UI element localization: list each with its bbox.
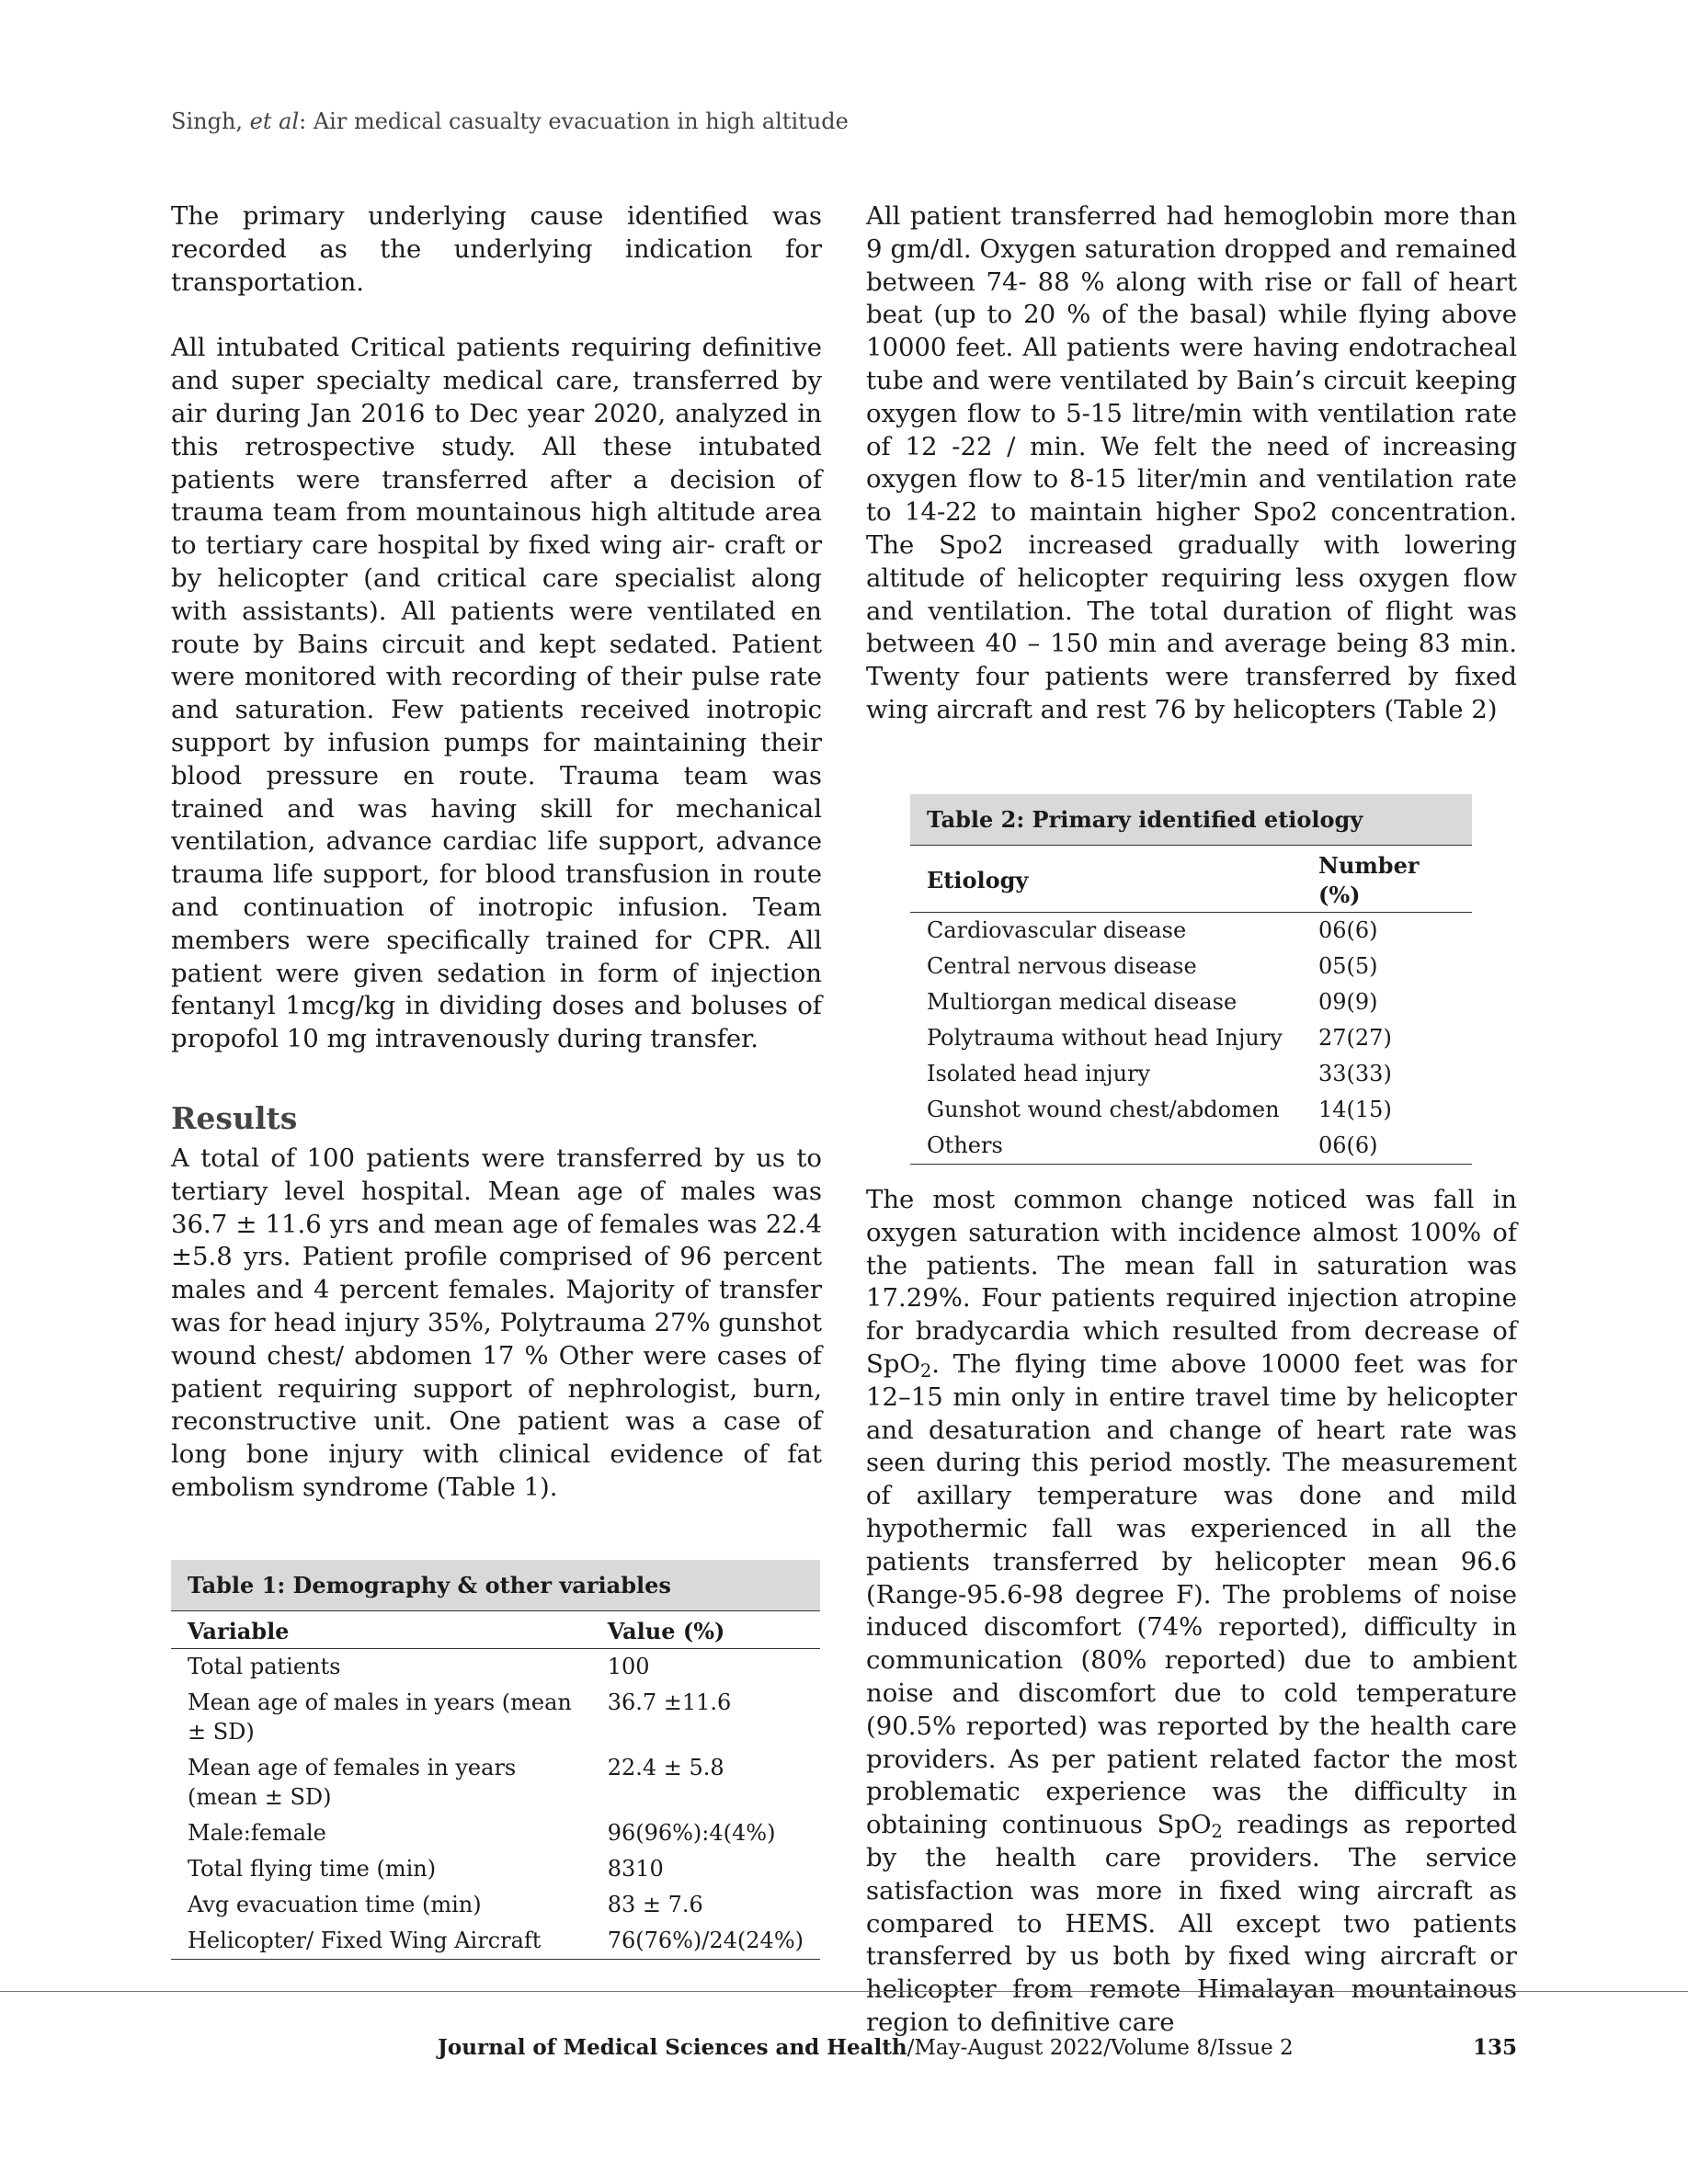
table-1 xyxy=(171,1560,820,1960)
table-row xyxy=(171,1649,820,1686)
table2-header-0: Etiology xyxy=(910,846,1302,913)
table-2-grid xyxy=(910,846,1472,1165)
running-head-author: Singh, xyxy=(171,108,250,134)
intro-paragraph: The primary underlying cause identified was recorded as the underlying indication for transportation. xyxy=(171,201,822,297)
table-row xyxy=(910,1020,1472,1056)
table-cell: 05(5) xyxy=(1318,953,1378,979)
table-cell: 100 xyxy=(607,1654,650,1679)
methods-paragraph: All intubated Critical patients requiring definitive and super specialty medical care, transferred by air during Jan 2016 to Dec year 2020, analyzed in this retrospective study. All these intubated patients were transferred after a decision of trauma team from mountainous high altitude area to tertiary care hospital by fixed wing air- craft or by helicopter (and critical care specialist along with assistants). All patients were ventilated en route by Bains circuit and kept sedated. Patient were monitored with recording of their pulse rate and saturation. Few patients received inotropic support by infusion pumps for maintaining their blood pressure en route. Trauma team was trained and was having skill for mechanical ventilation, advance cardiac life support, advance trauma life support, for blood transfusion in route and continuation of inotropic infusion. Team members were specifically trained for CPR. All patient were given sedation in form of injection fentanyl 1mcg/kg in dividing doses and boluses of propofol 10 mg intravenously during transfer. xyxy=(171,333,822,1054)
table-row xyxy=(171,1887,820,1923)
table1-header-0: Variable xyxy=(171,1611,591,1649)
table-cell: 27(27) xyxy=(1318,1025,1392,1051)
table-row xyxy=(171,1750,820,1815)
table-row xyxy=(171,1851,820,1887)
findings-paragraph: All patient transferred had hemoglobin more than 9 gm/dl. Oxygen saturation dropped and remained between 74- 88 % along with rise or fall of heart beat (up to 20 % of the basal) while flying above 10000 feet. All patients were having endotracheal tube and were ventilated by Bain’s circuit keeping oxygen flow to 5-15 litre/min with ventilation rate of 12 -22 / min. We felt the need of increasing oxygen flow to 8-15 liter/min and ventilation rate to 14-22 to maintain higher Spo2 concentration. The Spo2 increased gradually with lowering altitude of helicopter requiring less oxygen flow and ventilation. The total duration of flight was between 40 – 150 min and average being 83 min. Twenty four patients were transferred by fixed wing aircraft and rest 76 by helicopters (Table 2) xyxy=(866,201,1517,724)
running-head-etal: et al xyxy=(249,108,300,134)
table-cell: 09(9) xyxy=(1318,989,1378,1015)
page-number: 135 xyxy=(1472,2035,1517,2060)
running-head xyxy=(171,108,849,134)
table-1-caption: Table 1: Demography & other variables xyxy=(171,1560,820,1611)
footer-journal: Journal of Medical Sciences and Health/May-August 2022/Volume 8/Issue 2 xyxy=(438,2035,1294,2060)
table-row xyxy=(171,1685,820,1750)
table-row xyxy=(910,1128,1472,1165)
table-cell: Avg evacuation time (min) xyxy=(188,1892,482,1917)
table-cell: 83 ± 7.6 xyxy=(607,1892,703,1917)
table-cell: 76(76%)/24(24%) xyxy=(591,1923,820,1960)
observations-paragraph: The most common change noticed was fall in oxygen saturation with incidence almost 100% of the patients. The mean fall in saturation was 17.29%. Four patients required injection atropine for bradycardia which resulted from decrease of SpO$_2$. The flying time above 10000 feet was for 12–15 min only in entire travel time by helicopter and desaturation and change of heart rate was seen during this period mostly. The measurement of axillary temperature was done and mild hypothermic fall was experienced in all the patients transferred by helicopter mean 96.6 (Range-95.6-98 degree F). The problems of noise induced discomfort (74% reported), difficulty in communication (80% reported) due to ambient noise and discomfort due to cold temperature (90.5% reported) was reported by the health care providers. As per patient related factor the most problematic experience was the difficulty in obtaining continuous SpO$_2$ readings as reported by the health care providers. The service satisfaction was more in fixed wing aircraft as compared to HEMS. All except two patients transferred by us both by fixed wing aircraft or helicopter from remote Himalayan mountainous region to definitive care xyxy=(866,1185,1518,2037)
table-row xyxy=(171,1815,820,1851)
footer-rule xyxy=(0,1991,1688,1992)
table-cell: Multiorgan medical disease xyxy=(927,989,1237,1015)
table-cell: Male:female xyxy=(188,1820,326,1846)
table-cell: 06(6) xyxy=(1318,917,1378,943)
table-cell: 36.7 ±11.6 xyxy=(607,1689,732,1715)
right-column-continued xyxy=(866,1184,1517,2040)
table-cell: Polytrauma without head Injury xyxy=(927,1025,1283,1051)
running-head-title: : Air medical casualty evacuation in high altitude xyxy=(299,108,849,134)
table-row xyxy=(910,1056,1472,1092)
table-cell: 06(6) xyxy=(1302,1128,1472,1165)
table-2 xyxy=(910,794,1472,1165)
table-row xyxy=(910,949,1472,984)
table-cell: 22.4 ± 5.8 xyxy=(607,1755,724,1780)
table-cell: Isolated head injury xyxy=(927,1061,1151,1086)
table-cell: Helicopter/ Fixed Wing Aircraft xyxy=(171,1923,591,1960)
table-cell: Mean age of females in years (mean ± SD) xyxy=(188,1755,517,1810)
table-cell: Gunshot wound chest/abdomen xyxy=(927,1097,1280,1122)
table-row xyxy=(910,1092,1472,1128)
table-cell: Total patients xyxy=(188,1654,341,1679)
table-cell: 14(15) xyxy=(1318,1097,1392,1122)
results-heading: Results xyxy=(171,1099,298,1136)
table-1-grid xyxy=(171,1611,820,1960)
table-row xyxy=(910,913,1472,950)
table-cell: Others xyxy=(910,1128,1302,1165)
table-cell: Mean age of males in years (mean ± SD) xyxy=(188,1689,572,1745)
table-row xyxy=(171,1923,820,1960)
results-paragraph: A total of 100 patients were transferred by us to tertiary level hospital. Mean age of males was 36.7 ± 11.6 yrs and mean age of females was 22.4 ±5.8 yrs. Patient profile comprised of 96 percent males and 4 percent females. Majority of transfer was for head injury 35%, Polytrauma 27% gunshot wound chest/ abdomen 17 % Other were cases of patient requiring support of nephrologist, burn, reconstructive unit. One patient was a case of long bone injury with clinical evidence of fat embolism syndrome (Table 1). xyxy=(171,1143,822,1502)
left-column xyxy=(171,200,822,1505)
table-cell: Total flying time (min) xyxy=(188,1856,437,1882)
right-column xyxy=(866,200,1517,727)
table1-header-1: Value (%) xyxy=(591,1611,820,1649)
table-cell: 96(96%):4(4%) xyxy=(607,1820,776,1846)
table-row xyxy=(910,984,1472,1020)
table-cell: 33(33) xyxy=(1318,1061,1392,1086)
table2-header-1: Number (%) xyxy=(1302,846,1472,913)
table-2-caption: Table 2: Primary identified etiology xyxy=(910,794,1472,846)
table-cell: Cardiovascular disease xyxy=(927,917,1187,943)
table-cell: 8310 xyxy=(607,1856,664,1882)
table-cell: Central nervous disease xyxy=(927,953,1197,979)
